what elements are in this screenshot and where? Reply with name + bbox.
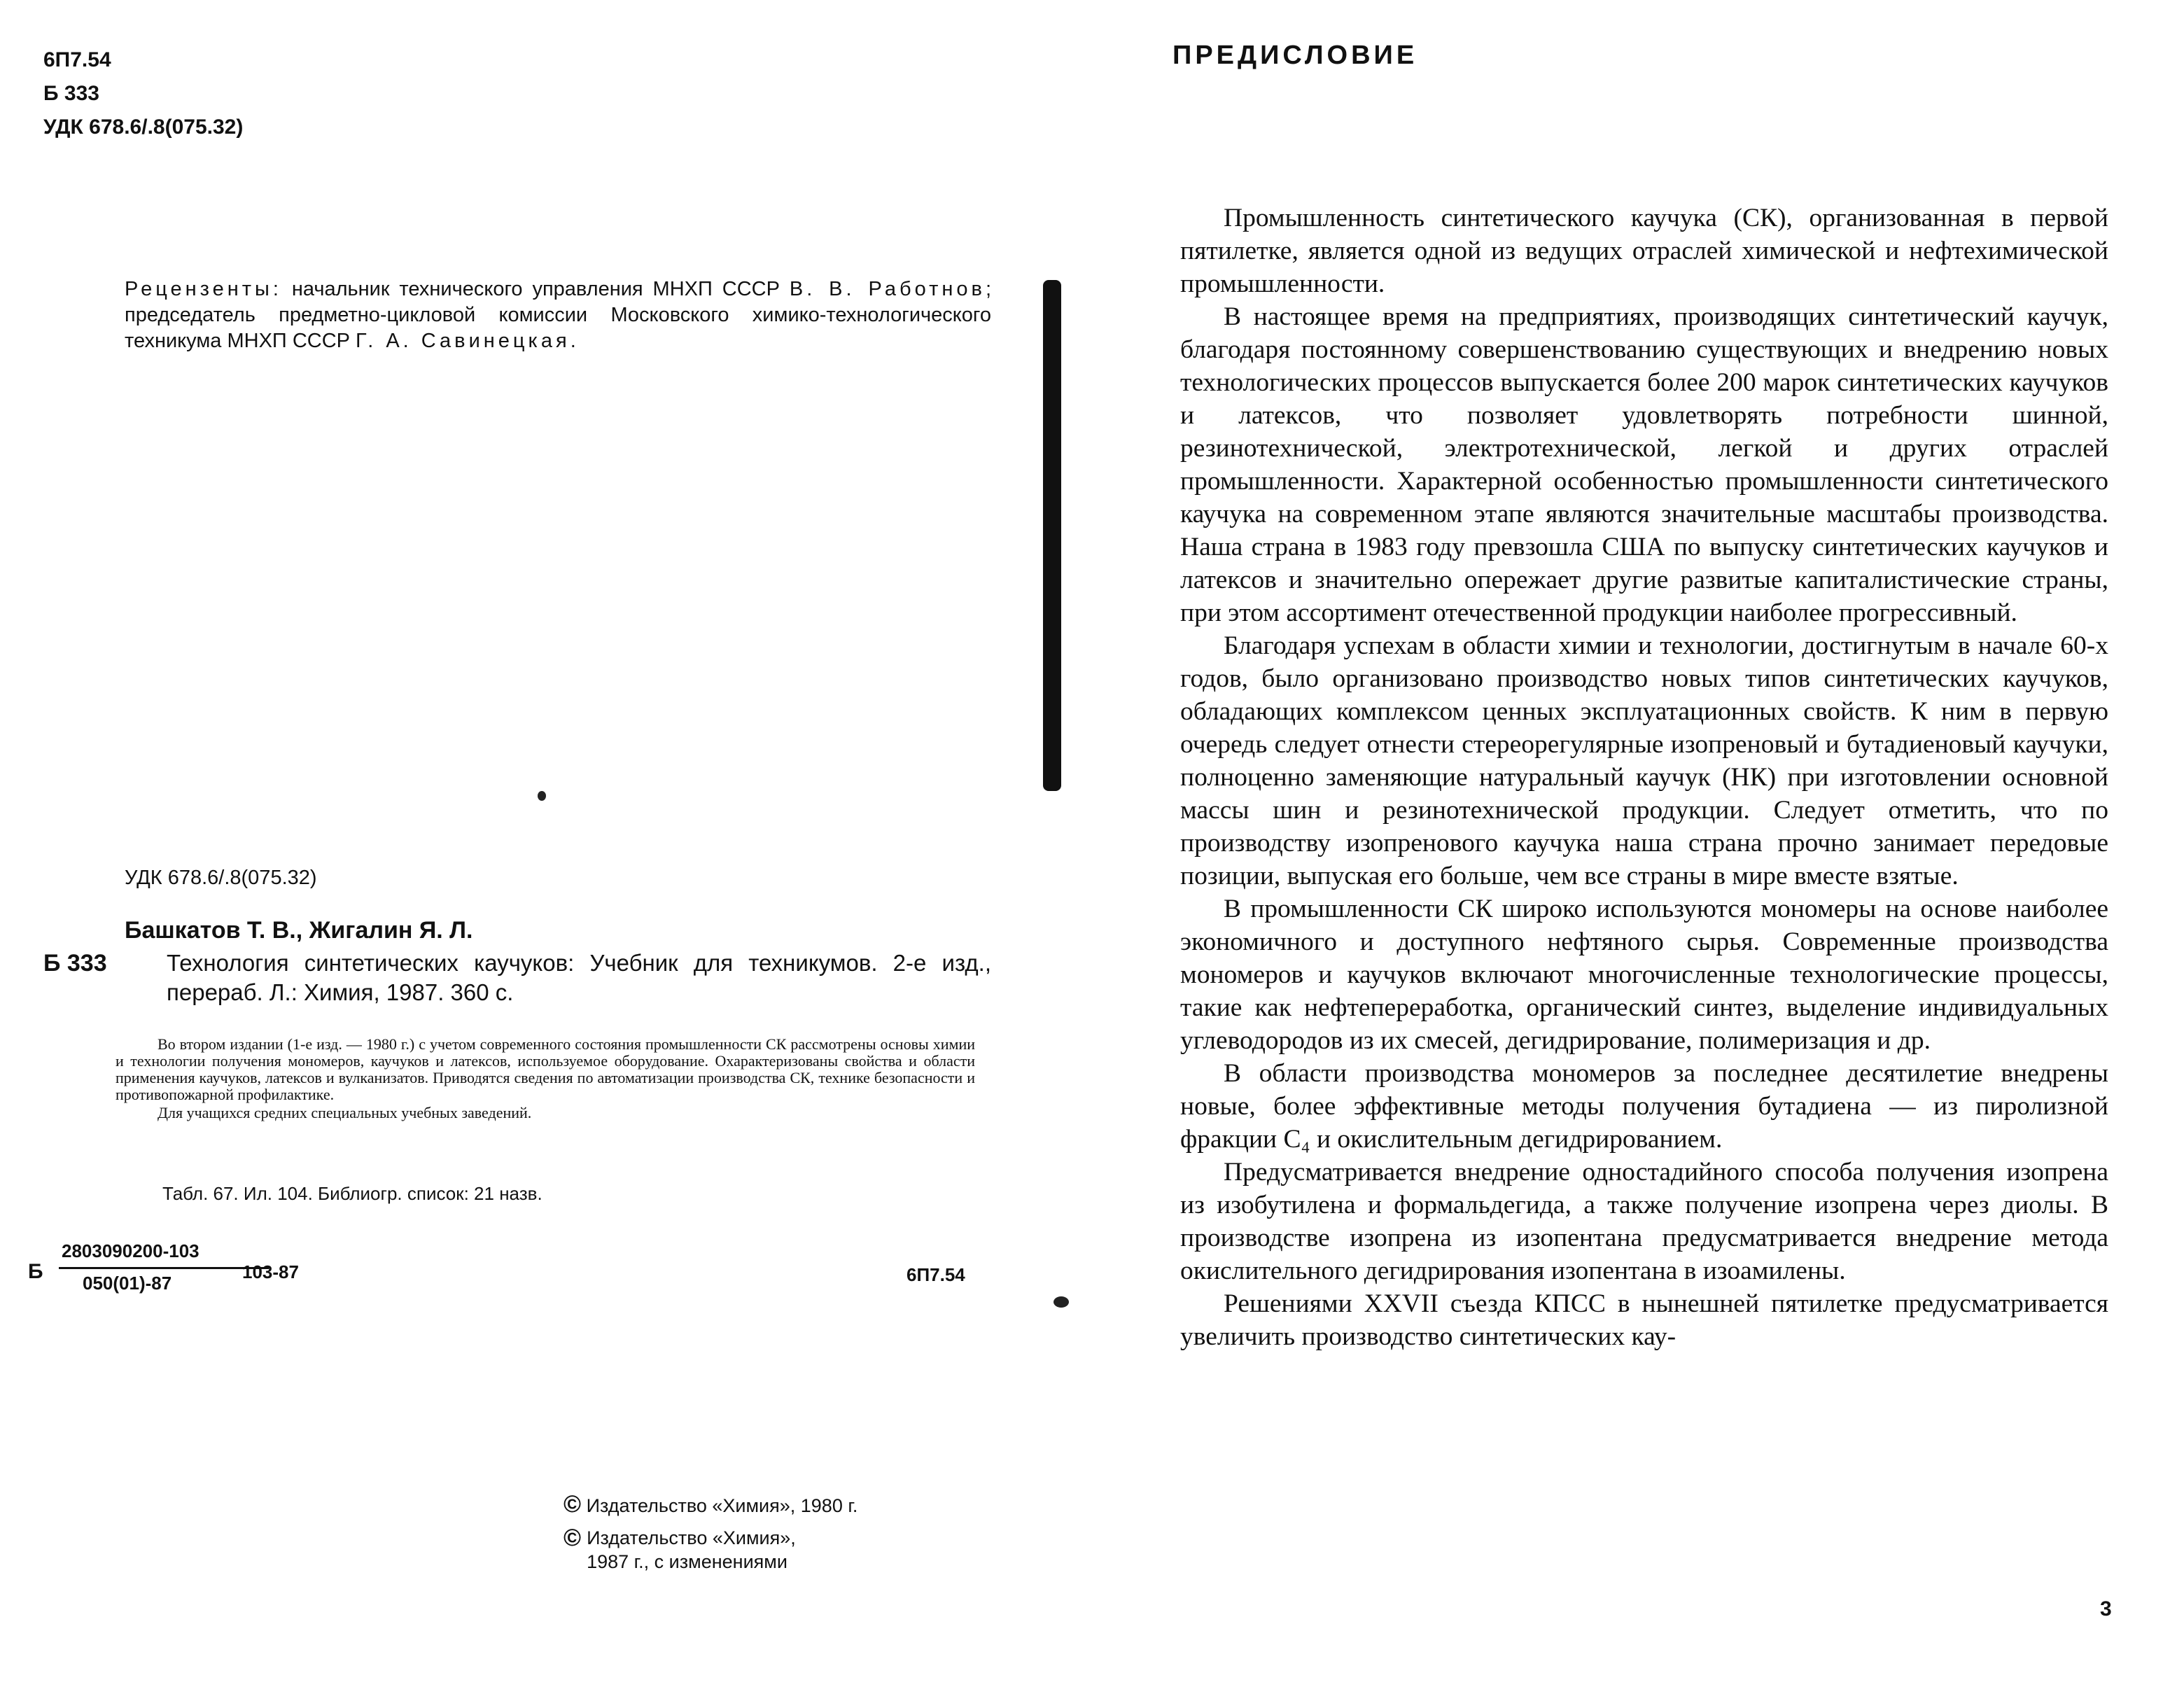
right-page <box>1092 0 2170 1708</box>
catalog-authors: Башкатов Т. В., Жигалин Я. Л. <box>125 917 473 944</box>
index-prefix: Б <box>28 1260 43 1283</box>
scan-speck <box>1054 1296 1069 1308</box>
copyright-1987-text: Издательство «Химия», 1987 г., с изменениями <box>587 1527 796 1572</box>
copyright-1980-text: Издательство «Химия», 1980 г. <box>586 1495 858 1516</box>
classification-block <box>43 43 243 144</box>
preface-paragraph-3: Благодаря успехам в области химии и технологии, достигнутым в начале 60-х годов, было организовано производство новых типов синтетических каучуков, обладающих комплексом ценных эксплуатационных свойств. К ним в первую очередь следует отнести стереорегулярные изопреновый и бутадиеновый каучуки, полноценно заменяющие натуральный каучук (НК) при изготовлении основной массы шин и резинотехнической продукции. Следует отметить, что по производству изопренового каучука наша страна прочно занимает передовые позиции, выпуская его больше, чем все страны в мире вместе взятые. <box>1180 631 2108 890</box>
index-denominator: 050(01)-87 <box>83 1273 172 1294</box>
copyright-icon: © <box>564 1525 582 1551</box>
scan-gutter-shadow <box>1043 280 1061 791</box>
bbk-code: 6П7.54 <box>43 48 111 71</box>
reviewers-block <box>125 276 991 354</box>
reviewer-name-2: Г. А. Савинецкая <box>356 330 570 352</box>
reviewers-text-1: начальник технического управления МНХП СССР <box>281 278 790 300</box>
index-bbk: 6П7.54 <box>906 1264 965 1285</box>
author-mark: Б 333 <box>43 82 99 105</box>
reviewers-end: . <box>570 330 576 352</box>
preface-paragraph-4: В промышленности СК широко используются мономеры на основе наиболее экономичного и доступного нефтяного сырья. Современные производства мономеров и каучуков включают многочисленные технологические процессы, такие как нефтепереработка, органический синтез, выделение индивидуальных углеводородов из их смесей, дегидрирование, полимеризация и др. <box>1180 895 2108 1055</box>
preface-paragraph-2: В настоящее время на предприятиях, производящих синтетический каучук, благодаря постоянному совершенствованию существующих и внедрению новых технологических процессов выпускается более 200 марок синтетических каучуков и латексов, что позволяет удовлетворять потребности шинной, резинотехнической, электротехнической, легкой и других отраслей промышленности. Характерной особенностью промышленности синтетического каучука на современном этапе являются значительные масштабы производства. Наша страна в 1983 году превзошла США по выпуску синтетических каучуков и латексов и значительно опережает другие развитые капиталистические страны, при этом ассортимент отечественной продукции наиболее прогрессивный. <box>1180 302 2108 627</box>
page-number: 3 <box>2100 1597 2112 1620</box>
preface-paragraph-6: Предусматривается внедрение одностадийного способа получения изопрена из изобутилена и формальдегида, а также получение изопрена через диолы. В производстве изопрена из изопентана предусматривается внедрение метода окислительного дегидрирования изопентана в изоамилены. <box>1180 1158 2108 1285</box>
catalog-bibliographic-description <box>167 948 991 1007</box>
udk-code: УДК 678.6/.8(075.32) <box>43 115 244 139</box>
catalog-annotation <box>115 1036 975 1121</box>
annotation-audience: Для учащихся средних специальных учебных заведений. <box>158 1104 532 1121</box>
copyright-block <box>564 1492 983 1574</box>
preface-paragraph-7: Решениями XXVII съезда КПСС в нынешней пятилетке предусматривается увеличить производство синтетических кау- <box>1180 1289 2108 1351</box>
copyright-1987 <box>564 1526 983 1574</box>
reviewers-text-2: ; председатель предметно-цикловой комиссии Московского химико-технологического техникума МНХП СССР <box>125 278 991 352</box>
copyright-icon: © <box>564 1491 582 1518</box>
scan-speck <box>538 791 546 801</box>
catalog-udk: УДК 678.6/.8(075.32) <box>125 867 317 889</box>
publication-index <box>28 1240 994 1296</box>
tables-illustrations-line: Табл. 67. Ил. 104. Библиогр. список: 21 назв. <box>162 1183 542 1204</box>
left-page <box>0 0 1071 1708</box>
preface-title: ПРЕДИСЛОВИЕ <box>1172 41 1418 70</box>
preface-paragraph-1: Промышленность синтетического каучука (СК), организованная в первой пятилетке, является одной из ведущих отраслей химической и нефтехимической промышленности. <box>1180 204 2108 298</box>
reviewers-label: Рецензенты: <box>125 278 282 300</box>
preface-body <box>1180 202 2108 1353</box>
bibliographic-text: Технология синтетических каучуков: Учебник для техникумов. 2-е изд., перераб. Л.: Химия, 1987. 360 с. <box>167 950 991 1005</box>
copyright-1980 <box>564 1492 983 1518</box>
preface-paragraph-5: В области производства мономеров за последнее десятилетие внедрены новые, более эффективные методы получения бутадиена — из пиролизной фракции C₄ и окислительным дегидрированием. <box>1180 1059 2108 1154</box>
fraction-line <box>59 1267 269 1269</box>
annotation-paragraph: Во втором издании (1-е изд. — 1980 г.) с учетом современного состояния промышленности СК рассмотрены основы химии и технологии получения мономеров, каучуков и латексов, используемое оборудование. Охарактеризованы свойства и области применения каучуков, латексов и вулканизатов. Приводятся сведения по автоматизации производства СК, технике безопасности и противопожарной профилактике. <box>115 1035 975 1103</box>
catalog-author-mark: Б 333 <box>43 950 107 976</box>
index-numerator: 2803090200-103 <box>62 1240 200 1261</box>
index-suffix: 103-87 <box>242 1261 299 1282</box>
reviewer-name-1: В. В. Работнов <box>789 278 986 300</box>
